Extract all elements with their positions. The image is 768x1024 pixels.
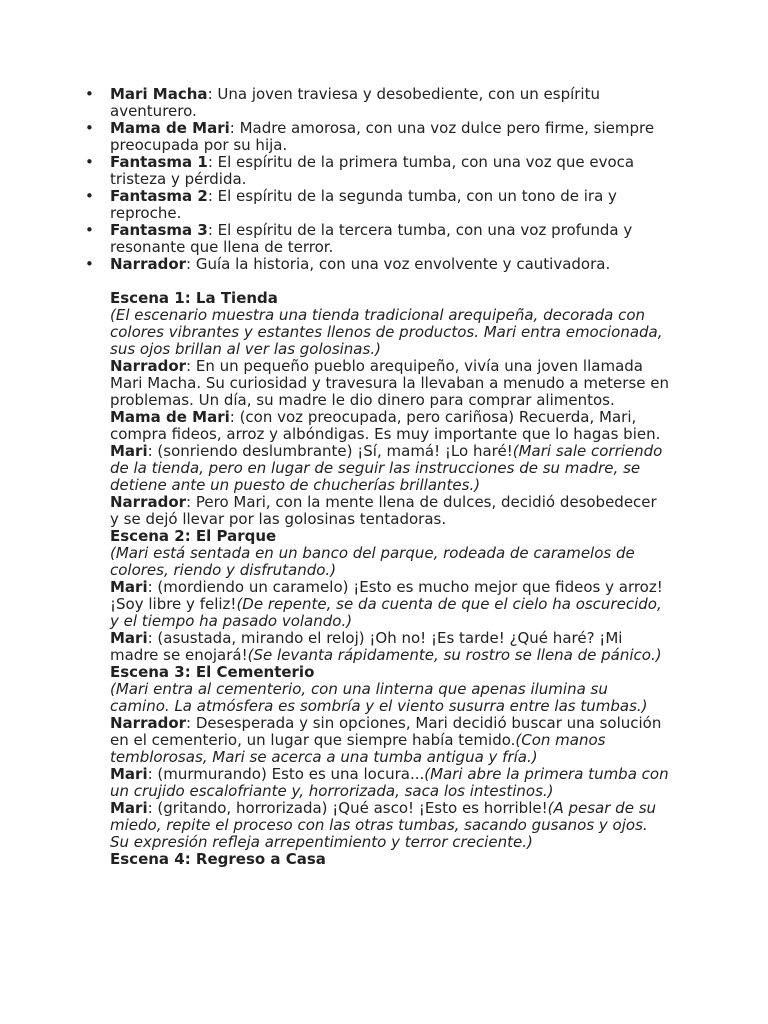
speaker-name: Mari xyxy=(110,629,148,647)
character-item xyxy=(85,221,670,256)
character-item xyxy=(85,119,670,154)
speaker-name: Narrador xyxy=(110,714,187,732)
inline-direction: (Con manos temblorosas, Mari se acerca a una tumba antigua y fría.) xyxy=(110,731,606,766)
character-description: : El espíritu de la primera tumba, con una voz que evoca tristeza y pérdida. xyxy=(110,153,635,188)
dialogue-text: : (asustada, mirando el reloj) ¡Oh no! ¡Es tarde! ¿Qué haré? ¡Mi madre se enojará! xyxy=(110,629,623,664)
dialogue-text: : (mordiendo un caramelo) ¡Esto es mucho mejor que fideos y arroz! ¡Soy libre y feliz! xyxy=(110,578,663,613)
character-description: : Guía la historia, con una voz envolvente y cautivadora. xyxy=(186,255,611,273)
character-name: Narrador xyxy=(110,255,187,273)
bullet-icon: • xyxy=(85,255,94,273)
dialogue-line xyxy=(110,443,670,494)
dialogue-line xyxy=(110,358,670,409)
character-description: : Madre amorosa, con una voz dulce pero firme, siempre preocupada por su hija. xyxy=(110,119,655,154)
speaker-name: Mari xyxy=(110,578,148,596)
character-description: : El espíritu de la tercera tumba, con una voz profunda y resonante que llena de terror. xyxy=(110,221,633,256)
dialogue-line xyxy=(110,579,670,630)
character-name: Fantasma 1 xyxy=(110,153,208,171)
script-body xyxy=(110,290,670,868)
character-item xyxy=(85,153,670,188)
character-description: : El espíritu de la segunda tumba, con un tono de ira y reproche. xyxy=(110,187,617,222)
inline-direction: (De repente, se da cuenta de que el cielo ha oscurecido, y el tiempo ha pasado volando.) xyxy=(110,595,662,630)
speaker-name: Narrador xyxy=(110,493,187,511)
bullet-icon: • xyxy=(85,85,94,103)
inline-direction: (Mari abre la primera tumba con un crujido escalofriante y, horrorizada, saca los intestinos.) xyxy=(110,765,669,800)
dialogue-line xyxy=(110,409,670,443)
scene-heading: Escena 4: Regreso a Casa xyxy=(110,850,326,868)
scene-heading: Escena 2: El Parque xyxy=(110,527,277,545)
character-list xyxy=(85,85,670,273)
dialogue-text: : (gritando, horrorizada) ¡Qué asco! ¡Esto es horrible! xyxy=(147,799,548,817)
dialogue-text: : (murmurando) Esto es una locura... xyxy=(147,765,425,783)
stage-direction: (Mari entra al cementerio, con una linterna que apenas ilumina su camino. La atmósfera es sombría y el viento susurra entre las tumbas.) xyxy=(110,680,648,715)
dialogue-line xyxy=(110,766,670,800)
stage-direction: (El escenario muestra una tienda tradicional arequipeña, decorada con colores vibrantes y estantes llenos de productos. Mari entra emocionada, sus ojos brillan al ver las golosinas.) xyxy=(110,306,663,358)
speaker-name: Mama de Mari xyxy=(110,408,230,426)
bullet-icon: • xyxy=(85,153,94,171)
dialogue-text: : En un pequeño pueblo arequipeño, vivía una joven llamada Mari Macha. Su curiosidad y travesura la llevaban a menudo a meterse en problemas. Un día, su madre le dio dinero para comprar alimentos. xyxy=(110,357,669,409)
speaker-name: Narrador xyxy=(110,357,187,375)
inline-direction: (A pesar de su miedo, repite el proceso con las otras tumbas, sacando gusanos y ojos. Su expresión refleja arrepentimiento y terror creciente.) xyxy=(110,799,657,851)
character-name: Fantasma 3 xyxy=(110,221,208,239)
dialogue-text: : (con voz preocupada, pero cariñosa) Recuerda, Mari, compra fideos, arroz y albóndigas. Es muy importante que lo hagas bien. xyxy=(110,408,661,443)
speaker-name: Mari xyxy=(110,442,148,460)
dialogue-text: : (sonriendo deslumbrante) ¡Sí, mamá! ¡Lo haré! xyxy=(147,442,513,460)
dialogue-text: : Desesperada y sin opciones, Mari decidió buscar una solución en el cementerio, un lugar que siempre había temido. xyxy=(110,714,662,749)
speaker-name: Mari xyxy=(110,799,148,817)
inline-direction: (Se levanta rápidamente, su rostro se llena de pánico.) xyxy=(247,646,662,664)
character-item xyxy=(85,187,670,222)
stage-direction: (Mari está sentada en un banco del parque, rodeada de caramelos de colores, riendo y disfrutando.) xyxy=(110,544,635,579)
character-name: Mama de Mari xyxy=(110,119,230,137)
dialogue-line xyxy=(110,715,670,766)
dialogue-text: : Pero Mari, con la mente llena de dulces, decidió desobedecer y se dejó llevar por las golosinas tentadoras. xyxy=(110,493,657,528)
character-item xyxy=(85,255,670,273)
dialogue-line xyxy=(110,494,670,528)
character-description: : Una joven traviesa y desobediente, con un espíritu aventurero. xyxy=(110,85,600,120)
dialogue-line xyxy=(110,800,670,851)
scene-heading: Escena 3: El Cementerio xyxy=(110,663,315,681)
bullet-icon: • xyxy=(85,221,94,239)
character-name: Mari Macha xyxy=(110,85,208,103)
bullet-icon: • xyxy=(85,187,94,205)
dialogue-line xyxy=(110,630,670,664)
speaker-name: Mari xyxy=(110,765,148,783)
inline-direction: (Mari sale corriendo de la tienda, pero en lugar de seguir las instrucciones de su madre, se detiene ante un puesto de chucherías brillantes.) xyxy=(110,442,663,494)
character-name: Fantasma 2 xyxy=(110,187,208,205)
scene-heading: Escena 1: La Tienda xyxy=(110,289,278,307)
character-item xyxy=(85,85,670,120)
bullet-icon: • xyxy=(85,119,94,137)
